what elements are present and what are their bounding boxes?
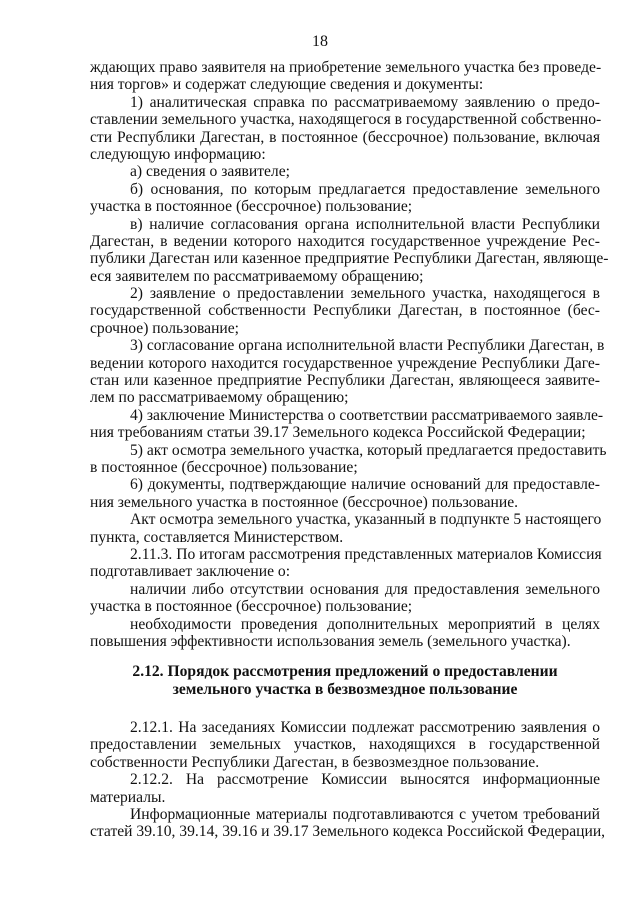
text-line: собственности Республики Дагестан, в безвозмездное пользование. [90, 753, 540, 771]
text-line: материалы. [90, 788, 166, 806]
text-line: а) сведения о заявителе; [130, 163, 290, 181]
text-line: государственной собственности Республики Дагестан, в постоянное (бес- [90, 302, 600, 320]
text-line: 2) заявление о предоставлении земельного участка, находящегося в [130, 285, 600, 303]
text-line: участка в постоянное (бессрочное) пользование; [90, 198, 413, 216]
text-line: 2.11.3. По итогам рассмотрения представленных материалов Комиссия [130, 545, 602, 563]
text-line: наличии либо отсутствии основания для предоставления земельного [130, 580, 600, 598]
text-line: еся заявителем по рассматриваемому обращению; [90, 267, 424, 285]
text-line: 2.12.2. На рассмотрение Комиссии выносятся информационные [130, 771, 600, 789]
text-line: повышения эффективности использования земель (земельного участка). [90, 632, 571, 650]
text-line: 2.12.1. На заседаниях Комиссии подлежат рассмотрению заявления о [130, 719, 600, 736]
text-line: 4) заключение Министерства о соответствии рассматриваемого заявле- [130, 406, 604, 424]
body-text-block-1 [90, 59, 609, 650]
text-line: 3) согласование органа исполнительной власти Республики Дагестан, в [130, 337, 605, 355]
text-line: следующую информацию: [90, 145, 266, 163]
text-line: предоставлении земельных участков, находящихся в государственной [90, 736, 600, 754]
section-heading [90, 663, 600, 699]
text-line: подготавливает заключение о: [90, 563, 291, 581]
text-line: стан или казенное предприятие Республики Дагестан, являющееся заявите- [90, 372, 600, 390]
text-line: лем по рассматриваемому обращению; [90, 389, 349, 407]
text-line: в постоянное (бессрочное) пользование; [90, 458, 358, 476]
heading-line: земельного участка в безвозмездное пользование [172, 681, 518, 698]
text-line: в) наличие согласования органа исполнительной власти Республики [130, 215, 600, 233]
text-line: срочное) пользование; [90, 319, 240, 337]
text-line: статей 39.10, 39.14, 39.16 и 39.17 Земельного кодекса Российской Федерации, [90, 823, 606, 841]
text-line: сти Республики Дагестан, в постоянное (бессрочное) пользование, включая [90, 128, 600, 146]
text-line: пункта, составляется Министерством. [90, 528, 344, 546]
text-line: ждающих право заявителя на приобретение земельного участка без проведе- [90, 59, 602, 76]
text-line: ведении которого находится государственное учреждение Республики Даге- [90, 354, 600, 372]
text-line: Дагестан, в ведении которого находится государственное учреждение Рес- [90, 232, 600, 250]
text-line: б) основания, по которым предлагается предоставление земельного [130, 180, 600, 198]
text-line: 6) документы, подтверждающие наличие оснований для предоставле- [130, 476, 600, 494]
text-line: участка в постоянное (бессрочное) пользование; [90, 598, 413, 616]
text-line: ставлении земельного участка, находящегося в государственной собственно- [90, 111, 602, 129]
text-line: ния торгов» и содержат следующие сведения и документы: [90, 76, 484, 94]
text-line: необходимости проведения дополнительных мероприятий в целях [130, 615, 600, 633]
text-line: 5) акт осмотра земельного участка, который предлагается предоставить [130, 441, 607, 459]
body-text-block-2 [90, 719, 606, 841]
heading-line: 2.12. Порядок рассмотрения предложений о предоставлении [132, 663, 558, 680]
text-line: ния земельного участка в постоянное (бессрочное) пользование. [90, 493, 519, 511]
text-line: Акт осмотра земельного участка, указанный в подпункте 5 настоящего [130, 511, 602, 529]
text-line: 1) аналитическая справка по рассматриваемому заявлению о предо- [130, 93, 600, 111]
text-line: ния требованиям статьи 39.17 Земельного кодекса Российской Федерации; [90, 424, 586, 442]
text-line: Информационные материалы подготавливаются с учетом требований [130, 805, 600, 823]
page-number: 18 [312, 33, 328, 50]
text-line: публики Дагестан или казенное предприятие Республики Дагестан, являюще- [90, 250, 609, 268]
